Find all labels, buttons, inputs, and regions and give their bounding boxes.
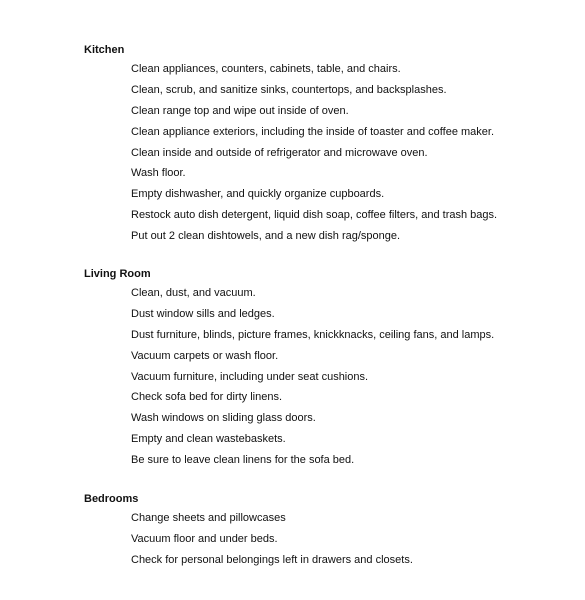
list-item: Vacuum furniture, including under seat cushions. [131, 370, 369, 383]
list-item: Be sure to leave clean linens for the sofa bed. [131, 454, 355, 467]
list-item: Dust furniture, blinds, picture frames, knickknacks, ceiling fans, and lamps. [131, 328, 495, 341]
list-item: Check sofa bed for dirty linens. [131, 391, 283, 404]
checklist [131, 286, 494, 474]
list-item: Empty dishwasher, and quickly organize cupboards. [131, 188, 385, 201]
section-heading: Living Room [84, 268, 151, 280]
list-item: Vacuum floor and under beds. [131, 532, 278, 545]
list-item: Clean, dust, and vacuum. [131, 287, 256, 299]
list-item: Wash floor. [131, 167, 186, 180]
list-item: Put out 2 clean dishtowels, and a new dish rag/sponge. [131, 230, 401, 243]
list-item: Clean, scrub, and sanitize sinks, countertops, and backsplashes. [131, 83, 447, 96]
section-heading: Kitchen [84, 44, 125, 56]
checklist [131, 62, 497, 250]
list-item: Dust window sills and ledges. [131, 307, 275, 320]
list-item: Change sheets and pillowcases [131, 512, 286, 524]
list-item: Clean inside and outside of refrigerator and microwave oven. [131, 146, 428, 159]
list-item: Vacuum carpets or wash floor. [131, 349, 279, 362]
section-heading: Bedrooms [84, 493, 139, 505]
list-item: Wash windows on sliding glass doors. [131, 412, 316, 425]
list-item: Clean appliance exteriors, including the inside of toaster and coffee maker. [131, 125, 495, 138]
checklist [131, 511, 413, 574]
list-item: Clean appliances, counters, cabinets, table, and chairs. [131, 63, 401, 75]
list-item: Check for personal belongings left in drawers and closets. [131, 553, 413, 566]
list-item: Restock auto dish detergent, liquid dish soap, coffee filters, and trash bags. [131, 209, 498, 222]
list-item: Clean range top and wipe out inside of oven. [131, 104, 349, 117]
list-item: Empty and clean wastebaskets. [131, 433, 286, 446]
